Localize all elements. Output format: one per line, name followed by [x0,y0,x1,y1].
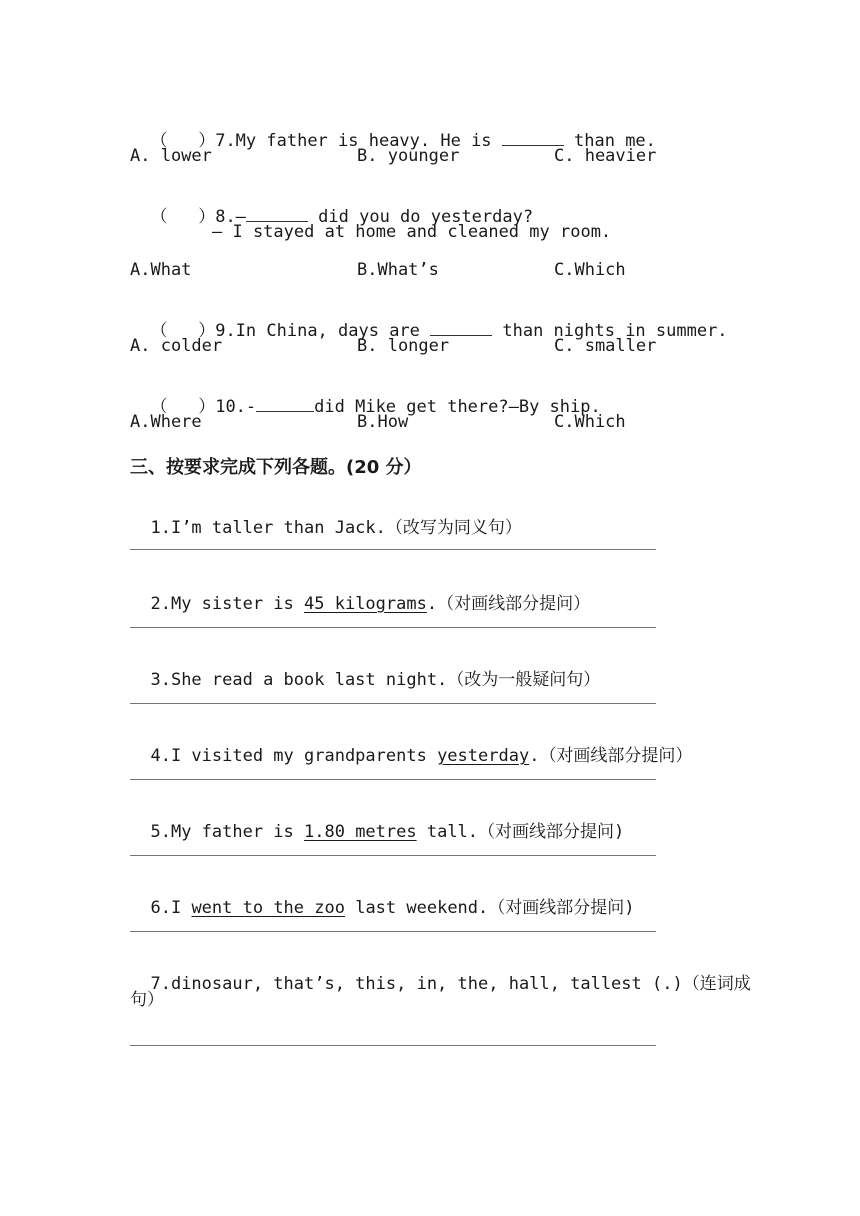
underlined-part: 45 kilograms [304,594,427,614]
question-stem-start: 10.- [215,397,257,417]
answer-line[interactable] [130,627,656,628]
transform-item-1 [130,495,522,539]
item-instruction: （对画线部分提问） [539,746,693,766]
answer-line[interactable] [130,549,656,550]
option-c: C. smaller [554,336,657,356]
answer-paren: （ ） [150,397,216,417]
item-instruction-continued: 句） [130,990,164,1010]
item-sentence: 7.dinosaur, that’s, this, in, the, hall, tallest (.) [150,974,683,994]
question-stem-end: than nights in summer. [492,321,728,341]
fill-blank [256,395,314,412]
item-sentence-end: tall. [416,822,479,842]
item-instruction: （改为一般疑问句） [447,670,601,690]
item-sentence-start: 2.My sister is [150,594,305,614]
underlined-part: went to the zoo [191,898,345,918]
option-c: C. heavier [554,146,657,166]
transform-item-3 [130,647,600,691]
option-b: B.What’s [357,260,439,280]
transform-item-6 [130,875,635,919]
item-instruction: （对画线部分提问) [488,898,635,918]
answer-line[interactable] [130,1045,656,1046]
item-sentence-start: 4.I visited my grandparents [150,746,438,766]
item-instruction: （对画线部分提问） [437,594,591,614]
option-b: B. longer [357,336,450,356]
underlined-part: 1.80 metres [304,822,417,842]
item-instruction: （连词成 [682,974,751,994]
transform-item-5 [130,799,624,843]
answer-paren: （ ） [150,321,216,341]
option-a: A.What [130,260,192,280]
option-a: A. lower [130,146,212,166]
transform-item-2 [130,571,590,615]
item-sentence: 3.She read a book last night. [150,670,448,690]
dialogue-answer: — I stayed at home and cleaned my room. [212,222,612,242]
option-a: A.Where [130,412,202,432]
item-sentence-end: . [426,594,438,614]
answer-paren: （ ） [150,207,216,227]
option-c: C.Which [554,412,626,432]
item-sentence-start: 5.My father is [150,822,305,842]
answer-line[interactable] [130,931,656,932]
item-instruction: （改写为同义句） [385,518,522,538]
item-sentence-start: 6.I [150,898,192,918]
underlined-part: yesterday [437,746,530,766]
question-stem-end: did Mike get there?—By ship. [314,397,601,417]
item-sentence-end: last weekend. [344,898,489,918]
item-sentence: 1.I’m taller than Jack. [150,518,386,538]
question-stem-start: 8.— [215,207,246,227]
option-b: B.How [357,412,409,432]
fill-blank [502,129,564,146]
answer-paren: （ ） [150,131,216,151]
item-sentence-end: . [529,746,540,766]
option-b: B. younger [357,146,460,166]
question-stem-start: 9.In China, days are [215,321,431,341]
question-stem-end: did you do yesterday? [307,207,534,227]
fill-blank [430,319,492,336]
answer-line[interactable] [130,855,656,856]
question-stem-end: than me. [563,131,656,151]
transform-item-7 [130,951,751,995]
fill-blank [246,205,308,222]
section-heading: 三、按要求完成下列各题。(20 分） [130,457,422,478]
answer-line[interactable] [130,779,656,780]
transform-item-4 [130,723,692,767]
answer-line[interactable] [130,703,656,704]
option-c: C.Which [554,260,626,280]
option-a: A. colder [130,336,223,356]
item-instruction: （对画线部分提问) [478,822,625,842]
question-stem-start: 7.My father is heavy. He is [215,131,502,151]
